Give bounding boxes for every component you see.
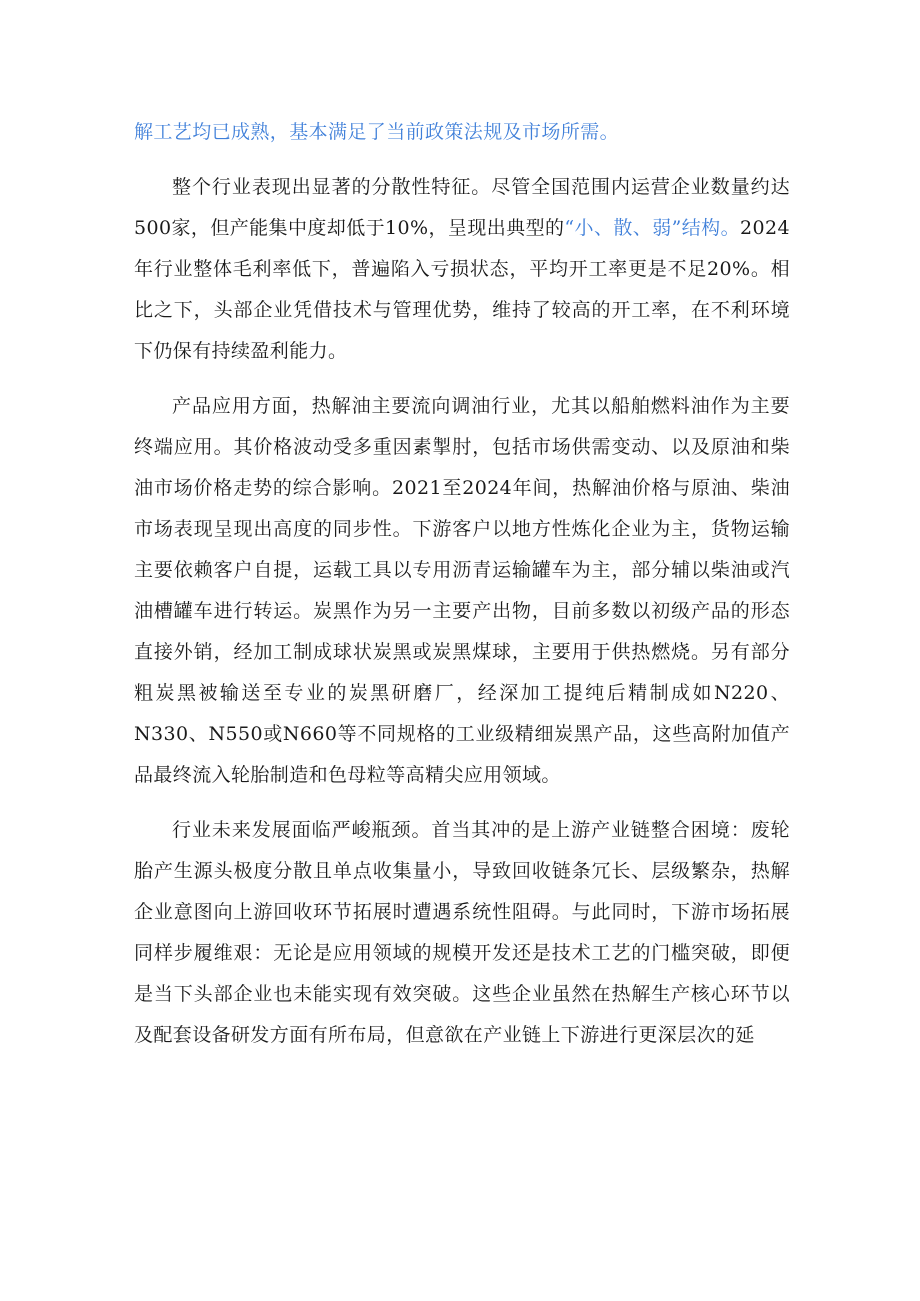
paragraph-industry-dispersion xyxy=(134,167,790,372)
paragraph-product-application: 产品应用方面，热解油主要流向调油行业，尤其以船舶燃料油作为主要终端应用。其价格波动受多重因素掣肘，包括市场供需变动、以及原油和柴油市场价格走势的综合影响。2021至2024年间，热解油价格与原油、柴油市场表现呈现出高度的同步性。下游客户以地方性炼化企业为主，货物运输主要依赖客户自提，运载工具以专用沥青运输罐车为主，部分辅以柴油或汽油槽罐车进行转运。炭黑作为另一主要产出物，目前多数以初级产品的形态直接外销，经加工制成球状炭黑或炭黑煤球，主要用于供热燃烧。另有部分粗炭黑被输送至专业的炭黑研磨厂，经深加工提纯后精制成如N220、N330、N550或N660等不同规格的工业级精细炭黑产品，这些高附加值产品最终流入轮胎制造和色母粒等高精尖应用领域。 xyxy=(134,395,790,786)
paragraph-segment: 整个行业表现出显著的分散性特征。尽管全国范围内运营企业数量约达500家，但产能集中度却低于10%，呈现出典型的 xyxy=(134,176,790,239)
paragraph-industry-bottleneck: 行业未来发展面临严峻瓶颈。首当其冲的是上游产业链整合困境：废轮胎产生源头极度分散且单点收集量小，导致回收链条冗长、层级繁杂，热解企业意图向上游回收环节拓展时遭遇系统性阻碍。与此同时，下游市场拓展同样步履维艰：无论是应用领域的规模开发还是技术工艺的门槛突破，即便是当下头部企业也未能实现有效突破。这些企业虽然在热解生产核心环节以及配套设备研发方面有所布局，但意欲在产业链上下游进行更深层次的延 xyxy=(134,819,790,1046)
highlighted-phrase: “小、散、弱”结构。 xyxy=(564,217,741,239)
paragraph-continuation: 解工艺均已成熟，基本满足了当前政策法规及市场所需。 xyxy=(134,121,620,143)
document-body xyxy=(134,112,790,1056)
paragraph-segment: 2024年行业整体毛利率低下，普遍陷入亏损状态，平均开工率更是不足20%。相比之下，头部企业凭借技术与管理优势，维持了较高的开工率，在不利环境下仍保有持续盈利能力。 xyxy=(134,217,790,362)
